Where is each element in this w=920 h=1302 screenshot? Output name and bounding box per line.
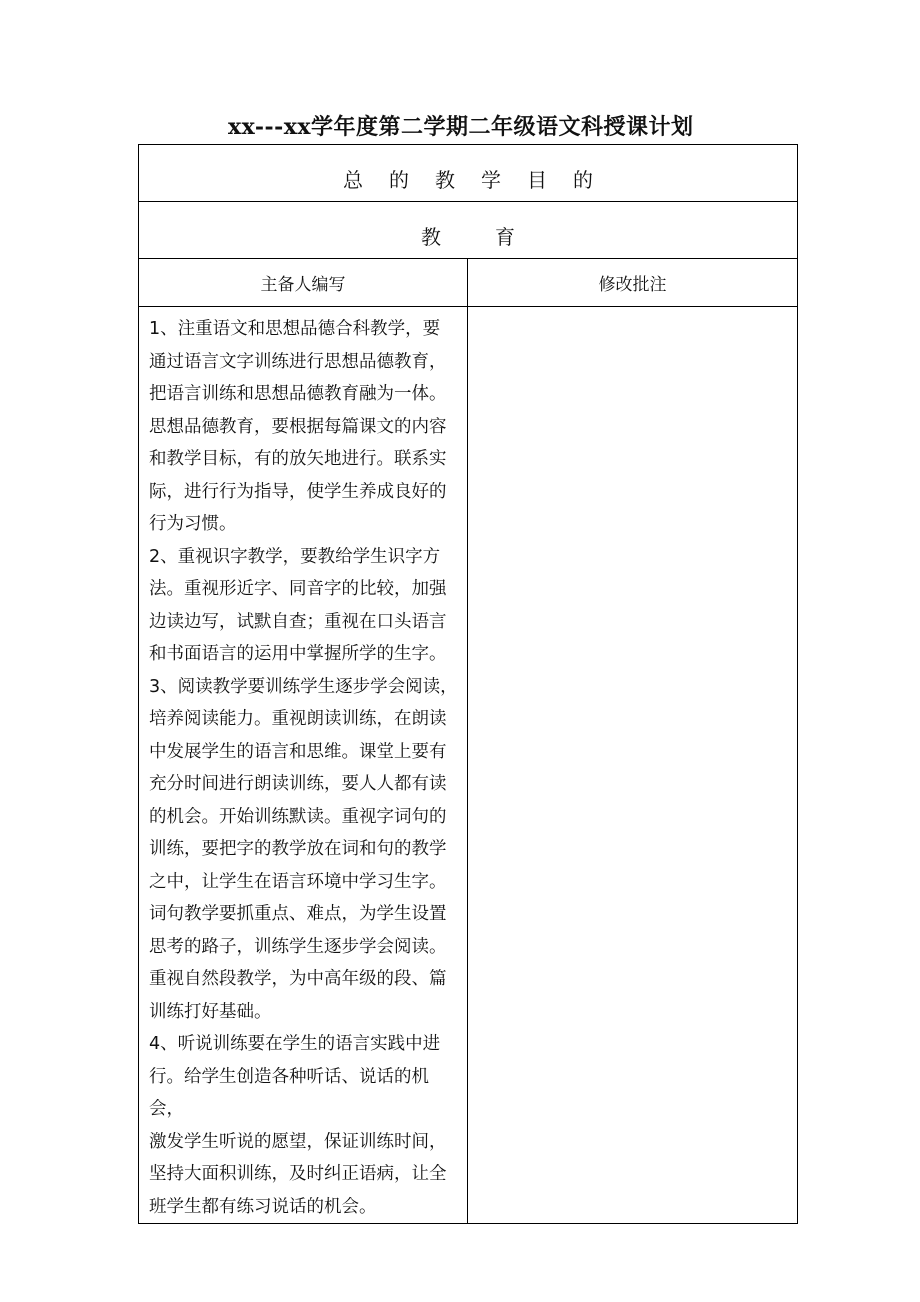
content-line: 训练打好基础。 [149, 1001, 272, 1022]
content-line: 培养阅读能力。重视朗读训练，在朗读 [149, 709, 447, 729]
content-line: 充分时间进行朗读训练，要人人都有读 [149, 774, 447, 794]
author-content-text [139, 307, 467, 1223]
content-line: 词句教学要抓重点、难点，为学生设置 [149, 904, 447, 924]
education-row [139, 202, 798, 259]
content-line: 班学生都有练习说话的机会。 [149, 1196, 377, 1217]
content-line: 行。给学生创造各种听话、说话的机会， [149, 1066, 429, 1119]
content-line: 行为习惯。 [149, 514, 237, 534]
content-line: 边读边写，试默自查；重视在口头语言 [149, 611, 447, 632]
content-line: 2、重视识字教学，要教给学生识字方 [149, 546, 441, 567]
content-line: 激发学生听说的愿望，保证训练时间， [149, 1131, 447, 1152]
content-line: 之中，让学生在语言环境中学习生字。 [149, 871, 447, 892]
content-line: 思想品德教育，要根据每篇课文的内容 [149, 416, 447, 437]
teaching-plan-table [138, 144, 798, 1224]
annotation-cell[interactable] [468, 307, 798, 1224]
goal-heading: 总的教学目的 [343, 167, 619, 192]
content-line: 3、阅读教学要训练学生逐步学会阅读， [149, 676, 458, 697]
annotation-text [468, 762, 797, 768]
content-line: 和书面语言的运用中掌握所学的生字。 [149, 644, 447, 664]
content-line: 和教学目标，有的放矢地进行。联系实 [149, 449, 447, 469]
content-line: 1、注重语文和思想品德合科教学，要 [149, 319, 441, 339]
page-title: xx---xx学年度第二学期二年级语文科授课计划 [228, 114, 694, 140]
content-line: 坚持大面积训练，及时纠正语病，让全 [149, 1164, 447, 1184]
content-line: 的机会。开始训练默读。重视字词句的 [149, 806, 447, 827]
content-line: 把语言训练和思想品德教育融为一体。 [149, 384, 447, 404]
education-heading: 教育 [421, 224, 569, 249]
column-header-row [139, 259, 798, 307]
content-line: 4、听说训练要在学生的语言实践中进 [149, 1034, 441, 1054]
content-line: 法。重视形近字、同音字的比较，加强 [149, 579, 447, 599]
content-line: 中发展学生的语言和思维。课堂上要有 [149, 741, 447, 762]
column-header-author: 主备人编写 [139, 259, 468, 307]
content-line: 重视自然段教学，为中高年级的段、篇 [149, 969, 447, 989]
author-content-cell [139, 307, 468, 1224]
goal-row [139, 145, 798, 202]
content-line: 际，进行行为指导，使学生养成良好的 [149, 481, 447, 502]
column-header-annotation: 修改批注 [468, 259, 798, 307]
education-cell [139, 202, 798, 259]
content-line: 训练，要把字的教学放在词和句的教学 [149, 839, 447, 859]
content-line: 通过语言文字训练进行思想品德教育， [149, 351, 447, 372]
content-line: 思考的路子，训练学生逐步学会阅读。 [149, 936, 447, 957]
content-row [139, 307, 798, 1224]
goal-cell [139, 145, 798, 202]
